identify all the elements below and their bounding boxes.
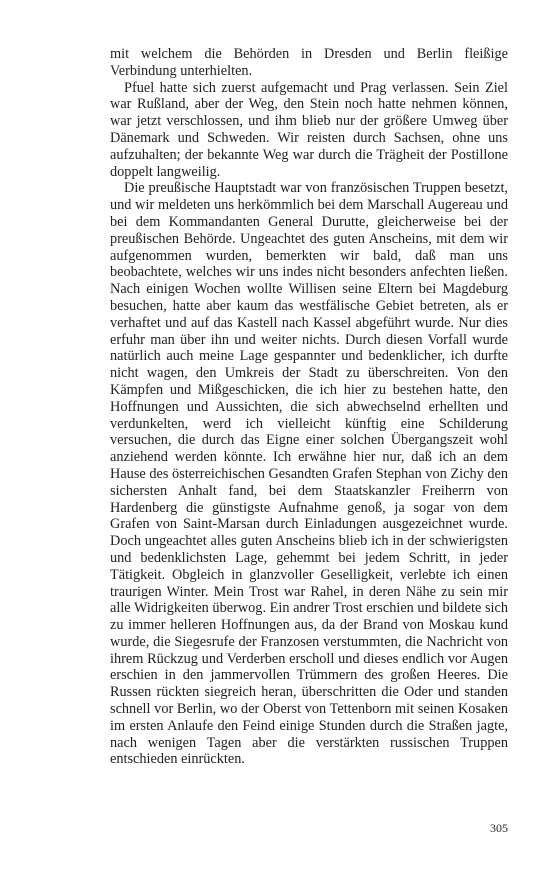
paragraph-prussian-capital: Die preußische Hauptstadt war von französischen Truppen besetzt, und wir meldeten uns herkömmlich bei dem Marschall Augereau und bei dem Kommandanten General Durutte, gleicherweise bei der preußischen Behörde. Ungeachtet des guten Anscheins, mit dem wir aufgenommen wurden, bemerkten wir bald, daß man uns beobachtete, welches wir uns indes nicht besonders anfechten ließen. Nach einigen Wochen wollte Willisen seine Eltern bei Magdeburg besuchen, hatte aber kaum das westfälische Gebiet betreten, als er verhaftet und auf das Kastell nach Kassel abgeführt wurde. Nur dies erfuhr man über ihn und weiter nichts. Durch diesen Vorfall wurde natürlich auch meine Lage gespannter und bedenklicher, ich durfte nicht wagen, den Umkreis der Stadt zu überschreiten. Von den Kämpfen und Mißgeschicken, die ich hier zu bestehen hatte, den Hoffnungen und Aussichten, die sich abwechselnd erhellten und verdunkelten, werd ich vielleicht künftig eine Schilderung versuchen, die durch das Eigne einer solchen Übergangszeit wohl anziehend werden könnte. Ich erwähne hier nur, daß ich an dem Hause des österreichischen Gesandten Grafen Stephan von Zichy den sichersten Anhalt fand, bei dem Staatskanzler Freiherrn von Hardenberg die günstigste Aufnahme genoß, ja sogar von dem Grafen von Saint-Marsan durch Einladungen ausgezeichnet wurde. Doch ungeachtet alles guten Anscheins blieb ich in der schwierigsten und bedenklichsten Lage, gehemmt bei jedem Schritt, in jeder Tätigkeit. Obgleich in glanzvoller Geselligkeit, verlebte ich einen traurigen Winter. Mein Trost war Rahel, in deren Nähe zu sein mir alle Widrigkeiten überwog. Ein andrer Trost erschien und bildete sich zu immer helleren Hoffnungen aus, da der Brand von Moskau kund wurde, die Siegesrufe der Franzosen verstummten, die Nachricht von ihrem Rückzug und Verderben erscholl und dieses endlich vor Augen erschien in den jammervollen Trümmern des großen Heeres. Die Russen rückten siegreich heran, überschritten die Oder und standen schnell vor Berlin, wo der Oberst von Tettenborn mit seinen Kosaken im ersten Anlaufe den Feind einige Stunden durch die Straßen jagte, nach wenigen Tagen aber die verstärkten russischen Truppen entschieden einrückten. bbox=[110, 180, 508, 768]
paragraph-pfuel-departure: Pfuel hatte sich zuerst aufgemacht und Prag verlassen. Sein Ziel war Rußland, aber der Weg, den Stein noch hatte nehmen können, war jetzt verschlossen, und ihm blieb nur der größere Umweg über Dänemark und Schweden. Wir reisten durch Sachsen, ohne uns aufzuhalten; der bekannte Weg war durch die Trägheit der Postillone doppelt langweilig. bbox=[110, 79, 508, 180]
page-number: 305 bbox=[490, 821, 508, 835]
paragraph-continuation: mit welchem die Behörden in Dresden und Berlin fleißige Verbindung unterhielten. bbox=[110, 46, 508, 79]
body-text bbox=[110, 46, 508, 768]
